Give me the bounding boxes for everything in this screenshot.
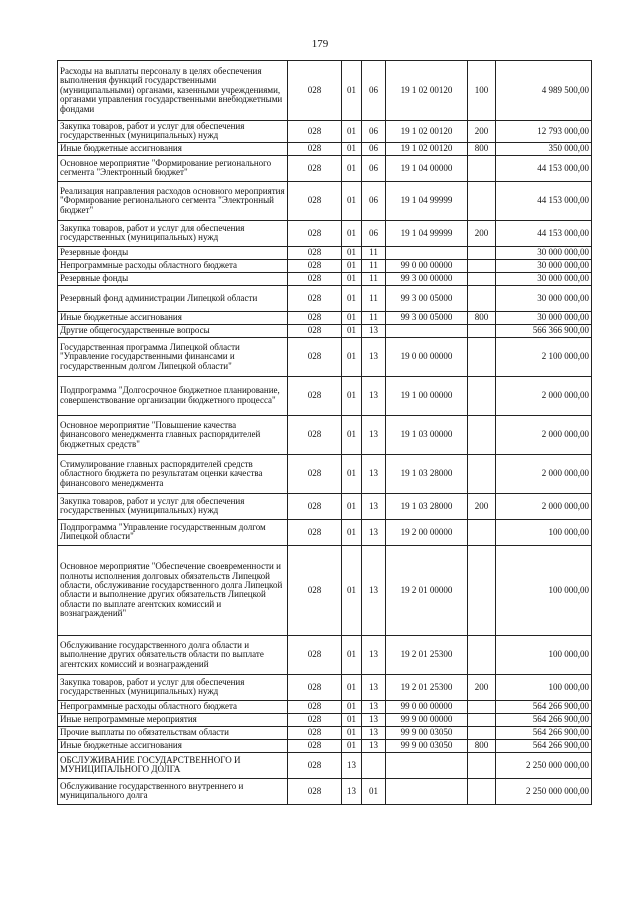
row-name: Прочие выплаты по обязательствам области — [58, 726, 288, 739]
row-csr: 19 1 02 00120 — [386, 121, 468, 143]
row-name: Другие общегосударственные вопросы — [58, 324, 288, 337]
table-row — [58, 272, 592, 285]
row-vr — [468, 635, 496, 674]
row-name: Реализация направления расходов основного мероприятия "Формирование регионального сегмента "Электронный бюджет" — [58, 181, 288, 220]
row-csr: 99 9 00 00000 — [386, 713, 468, 726]
row-csr — [386, 324, 468, 337]
row-pr: 11 — [362, 285, 386, 311]
row-csr: 19 1 00 00000 — [386, 376, 468, 415]
row-rz: 01 — [342, 739, 362, 752]
row-ved: 028 — [288, 493, 342, 519]
table-row — [58, 415, 592, 454]
row-rz: 01 — [342, 121, 362, 143]
row-pr: 06 — [362, 121, 386, 143]
row-pr: 11 — [362, 311, 386, 324]
row-csr — [386, 246, 468, 259]
row-vr — [468, 713, 496, 726]
row-pr: 13 — [362, 674, 386, 700]
row-sum: 2 250 000 000,00 — [496, 752, 592, 778]
row-ved: 028 — [288, 778, 342, 804]
row-name: Иные непрограммные мероприятия — [58, 713, 288, 726]
row-rz: 13 — [342, 752, 362, 778]
row-pr: 11 — [362, 259, 386, 272]
row-vr — [468, 700, 496, 713]
row-sum: 12 793 000,00 — [496, 121, 592, 143]
row-sum: 564 266 900,00 — [496, 713, 592, 726]
row-name: Иные бюджетные ассигнования — [58, 142, 288, 155]
row-ved: 028 — [288, 142, 342, 155]
row-csr: 19 1 04 00000 — [386, 155, 468, 181]
row-name: Подпрограмма "Управление государственным долгом Липецкой области" — [58, 519, 288, 545]
row-rz: 01 — [342, 635, 362, 674]
row-name: Закупка товаров, работ и услуг для обеспечения государственных (муниципальных) нужд — [58, 121, 288, 143]
row-vr — [468, 285, 496, 311]
row-name: Обслуживание государственного внутреннего и муниципального долга — [58, 778, 288, 804]
row-sum: 2 000 000,00 — [496, 376, 592, 415]
table-row — [58, 246, 592, 259]
table-row — [58, 121, 592, 143]
row-ved: 028 — [288, 454, 342, 493]
row-csr: 99 0 00 00000 — [386, 259, 468, 272]
row-sum: 44 153 000,00 — [496, 220, 592, 246]
row-rz: 01 — [342, 376, 362, 415]
row-csr: 19 1 04 99999 — [386, 181, 468, 220]
row-sum: 100 000,00 — [496, 674, 592, 700]
row-ved: 028 — [288, 739, 342, 752]
row-vr — [468, 778, 496, 804]
table-row — [58, 454, 592, 493]
table-row — [58, 713, 592, 726]
row-rz: 01 — [342, 519, 362, 545]
row-name: Закупка товаров, работ и услуг для обеспечения государственных (муниципальных) нужд — [58, 493, 288, 519]
row-rz: 01 — [342, 311, 362, 324]
table-row — [58, 259, 592, 272]
row-rz: 01 — [342, 155, 362, 181]
row-csr — [386, 752, 468, 778]
row-sum: 564 266 900,00 — [496, 726, 592, 739]
row-csr — [386, 778, 468, 804]
row-vr — [468, 324, 496, 337]
row-name: Непрограммные расходы областного бюджета — [58, 700, 288, 713]
row-rz: 01 — [342, 272, 362, 285]
row-sum: 2 000 000,00 — [496, 415, 592, 454]
row-pr: 13 — [362, 519, 386, 545]
row-rz: 01 — [342, 700, 362, 713]
row-ved: 028 — [288, 674, 342, 700]
row-vr: 800 — [468, 739, 496, 752]
row-sum: 44 153 000,00 — [496, 181, 592, 220]
row-pr: 06 — [362, 181, 386, 220]
row-sum: 4 989 500,00 — [496, 61, 592, 121]
row-pr: 13 — [362, 713, 386, 726]
row-rz: 01 — [342, 726, 362, 739]
row-name: Основное мероприятие "Повышение качества финансового менеджмента главных распорядителей бюджетных средств" — [58, 415, 288, 454]
row-csr: 19 2 01 25300 — [386, 674, 468, 700]
row-ved: 028 — [288, 376, 342, 415]
table-row — [58, 220, 592, 246]
table-row — [58, 739, 592, 752]
row-vr — [468, 519, 496, 545]
row-name: Государственная программа Липецкой области "Управление государственными финансами и государственным долгом Липецкой области" — [58, 337, 288, 376]
row-rz: 01 — [342, 324, 362, 337]
row-sum: 30 000 000,00 — [496, 311, 592, 324]
row-rz: 01 — [342, 454, 362, 493]
row-name: Основное мероприятие "Обеспечение своевременности и полноты исполнения долговых обязательств Липецкой области, обслуживание государственного долга Липецкой области и выполнение других обязательств Липецкой области по выплате агентских комиссий и вознаграждений" — [58, 545, 288, 635]
row-vr: 800 — [468, 311, 496, 324]
row-sum: 44 153 000,00 — [496, 155, 592, 181]
table-row — [58, 376, 592, 415]
row-name: Закупка товаров, работ и услуг для обеспечения государственных (муниципальных) нужд — [58, 220, 288, 246]
row-pr: 06 — [362, 155, 386, 181]
row-vr: 200 — [468, 220, 496, 246]
budget-table — [57, 60, 592, 805]
row-vr — [468, 259, 496, 272]
row-pr: 11 — [362, 272, 386, 285]
row-ved: 028 — [288, 155, 342, 181]
row-sum: 100 000,00 — [496, 635, 592, 674]
row-name: Закупка товаров, работ и услуг для обеспечения государственных (муниципальных) нужд — [58, 674, 288, 700]
row-pr: 13 — [362, 337, 386, 376]
row-pr: 13 — [362, 739, 386, 752]
row-rz: 01 — [342, 545, 362, 635]
row-vr: 200 — [468, 674, 496, 700]
row-name: Резервный фонд администрации Липецкой области — [58, 285, 288, 311]
row-sum: 2 100 000,00 — [496, 337, 592, 376]
row-ved: 028 — [288, 713, 342, 726]
table-row — [58, 337, 592, 376]
row-csr: 19 1 02 00120 — [386, 142, 468, 155]
row-name: Расходы на выплаты персоналу в целях обеспечения выполнения функций государственными (муниципальными) органами, казенными учреждениями, органами управления государственными внебюджетными фондами — [58, 61, 288, 121]
row-pr: 06 — [362, 61, 386, 121]
row-vr — [468, 752, 496, 778]
row-rz: 13 — [342, 778, 362, 804]
row-rz: 01 — [342, 181, 362, 220]
row-rz: 01 — [342, 493, 362, 519]
row-rz: 01 — [342, 415, 362, 454]
row-csr: 19 1 03 00000 — [386, 415, 468, 454]
table-row — [58, 545, 592, 635]
row-sum: 564 266 900,00 — [496, 700, 592, 713]
row-rz: 01 — [342, 61, 362, 121]
row-csr: 19 1 03 28000 — [386, 493, 468, 519]
row-csr: 19 2 01 25300 — [386, 635, 468, 674]
row-csr: 19 1 03 28000 — [386, 454, 468, 493]
row-rz: 01 — [342, 674, 362, 700]
row-rz: 01 — [342, 246, 362, 259]
row-vr — [468, 272, 496, 285]
row-rz: 01 — [342, 337, 362, 376]
row-ved: 028 — [288, 700, 342, 713]
row-sum: 30 000 000,00 — [496, 285, 592, 311]
row-csr: 19 1 02 00120 — [386, 61, 468, 121]
table-row — [58, 674, 592, 700]
row-pr: 11 — [362, 246, 386, 259]
row-csr: 99 9 00 03050 — [386, 726, 468, 739]
row-csr: 19 1 04 99999 — [386, 220, 468, 246]
row-pr: 13 — [362, 700, 386, 713]
row-name: Резервные фонды — [58, 246, 288, 259]
table-row — [58, 519, 592, 545]
row-pr: 13 — [362, 376, 386, 415]
row-ved: 028 — [288, 324, 342, 337]
row-vr: 200 — [468, 493, 496, 519]
table-row — [58, 142, 592, 155]
row-ved: 028 — [288, 545, 342, 635]
row-csr: 19 0 00 00000 — [386, 337, 468, 376]
row-pr: 13 — [362, 415, 386, 454]
page-number: 179 — [311, 38, 329, 50]
row-name: Иные бюджетные ассигнования — [58, 311, 288, 324]
row-csr: 99 3 00 00000 — [386, 272, 468, 285]
row-ved: 028 — [288, 259, 342, 272]
table-row — [58, 324, 592, 337]
row-pr: 13 — [362, 726, 386, 739]
row-sum: 100 000,00 — [496, 519, 592, 545]
row-vr — [468, 726, 496, 739]
row-pr — [362, 752, 386, 778]
table-row — [58, 311, 592, 324]
row-vr — [468, 545, 496, 635]
row-vr — [468, 246, 496, 259]
row-vr — [468, 337, 496, 376]
row-rz: 01 — [342, 713, 362, 726]
table-row — [58, 493, 592, 519]
table-row — [58, 752, 592, 778]
row-vr — [468, 454, 496, 493]
row-ved: 028 — [288, 519, 342, 545]
row-pr: 13 — [362, 493, 386, 519]
row-name: ОБСЛУЖИВАНИЕ ГОСУДАРСТВЕННОГО И МУНИЦИПАЛЬНОГО ДОЛГА — [58, 752, 288, 778]
row-rz: 01 — [342, 220, 362, 246]
row-pr: 06 — [362, 142, 386, 155]
row-ved: 028 — [288, 285, 342, 311]
row-rz: 01 — [342, 285, 362, 311]
row-csr: 99 3 00 05000 — [386, 285, 468, 311]
row-vr — [468, 376, 496, 415]
row-rz: 01 — [342, 142, 362, 155]
row-vr — [468, 181, 496, 220]
row-csr: 19 2 01 00000 — [386, 545, 468, 635]
row-sum: 2 250 000 000,00 — [496, 778, 592, 804]
row-vr — [468, 155, 496, 181]
row-pr: 01 — [362, 778, 386, 804]
row-name: Резервные фонды — [58, 272, 288, 285]
row-ved: 028 — [288, 61, 342, 121]
row-sum: 2 000 000,00 — [496, 454, 592, 493]
row-csr: 99 9 00 03050 — [386, 739, 468, 752]
row-pr: 13 — [362, 545, 386, 635]
row-csr: 99 3 00 05000 — [386, 311, 468, 324]
row-ved: 028 — [288, 272, 342, 285]
row-pr: 13 — [362, 324, 386, 337]
table-row — [58, 635, 592, 674]
row-ved: 028 — [288, 121, 342, 143]
row-sum: 100 000,00 — [496, 545, 592, 635]
table-row — [58, 181, 592, 220]
row-pr: 13 — [362, 454, 386, 493]
row-csr: 19 2 00 00000 — [386, 519, 468, 545]
table-row — [58, 285, 592, 311]
row-ved: 028 — [288, 181, 342, 220]
row-sum: 30 000 000,00 — [496, 246, 592, 259]
row-sum: 30 000 000,00 — [496, 272, 592, 285]
row-sum: 2 000 000,00 — [496, 493, 592, 519]
row-csr: 99 0 00 00000 — [386, 700, 468, 713]
row-rz: 01 — [342, 259, 362, 272]
row-name: Стимулирование главных распорядителей средств областного бюджета по результатам оценки качества финансового менеджмента — [58, 454, 288, 493]
row-ved: 028 — [288, 415, 342, 454]
row-name: Обслуживание государственного долга области и выполнение других обязательств области по выплате агентских комиссий и вознаграждений — [58, 635, 288, 674]
table-row — [58, 778, 592, 804]
row-ved: 028 — [288, 246, 342, 259]
row-ved: 028 — [288, 635, 342, 674]
table-row — [58, 700, 592, 713]
row-ved: 028 — [288, 752, 342, 778]
row-ved: 028 — [288, 726, 342, 739]
row-sum: 350 000,00 — [496, 142, 592, 155]
table-row — [58, 155, 592, 181]
table-row — [58, 726, 592, 739]
row-name: Непрограммные расходы областного бюджета — [58, 259, 288, 272]
row-ved: 028 — [288, 220, 342, 246]
row-vr: 200 — [468, 121, 496, 143]
row-name: Подпрограмма "Долгосрочное бюджетное планирование, совершенствование организации бюджетного процесса" — [58, 376, 288, 415]
row-ved: 028 — [288, 311, 342, 324]
row-vr: 800 — [468, 142, 496, 155]
row-ved: 028 — [288, 337, 342, 376]
row-sum: 30 000 000,00 — [496, 259, 592, 272]
row-pr: 06 — [362, 220, 386, 246]
row-pr: 13 — [362, 635, 386, 674]
row-name: Иные бюджетные ассигнования — [58, 739, 288, 752]
row-name: Основное мероприятие "Формирование регионального сегмента "Электронный бюджет" — [58, 155, 288, 181]
table-row — [58, 61, 592, 121]
row-vr: 100 — [468, 61, 496, 121]
row-vr — [468, 415, 496, 454]
row-sum: 566 366 900,00 — [496, 324, 592, 337]
row-sum: 564 266 900,00 — [496, 739, 592, 752]
